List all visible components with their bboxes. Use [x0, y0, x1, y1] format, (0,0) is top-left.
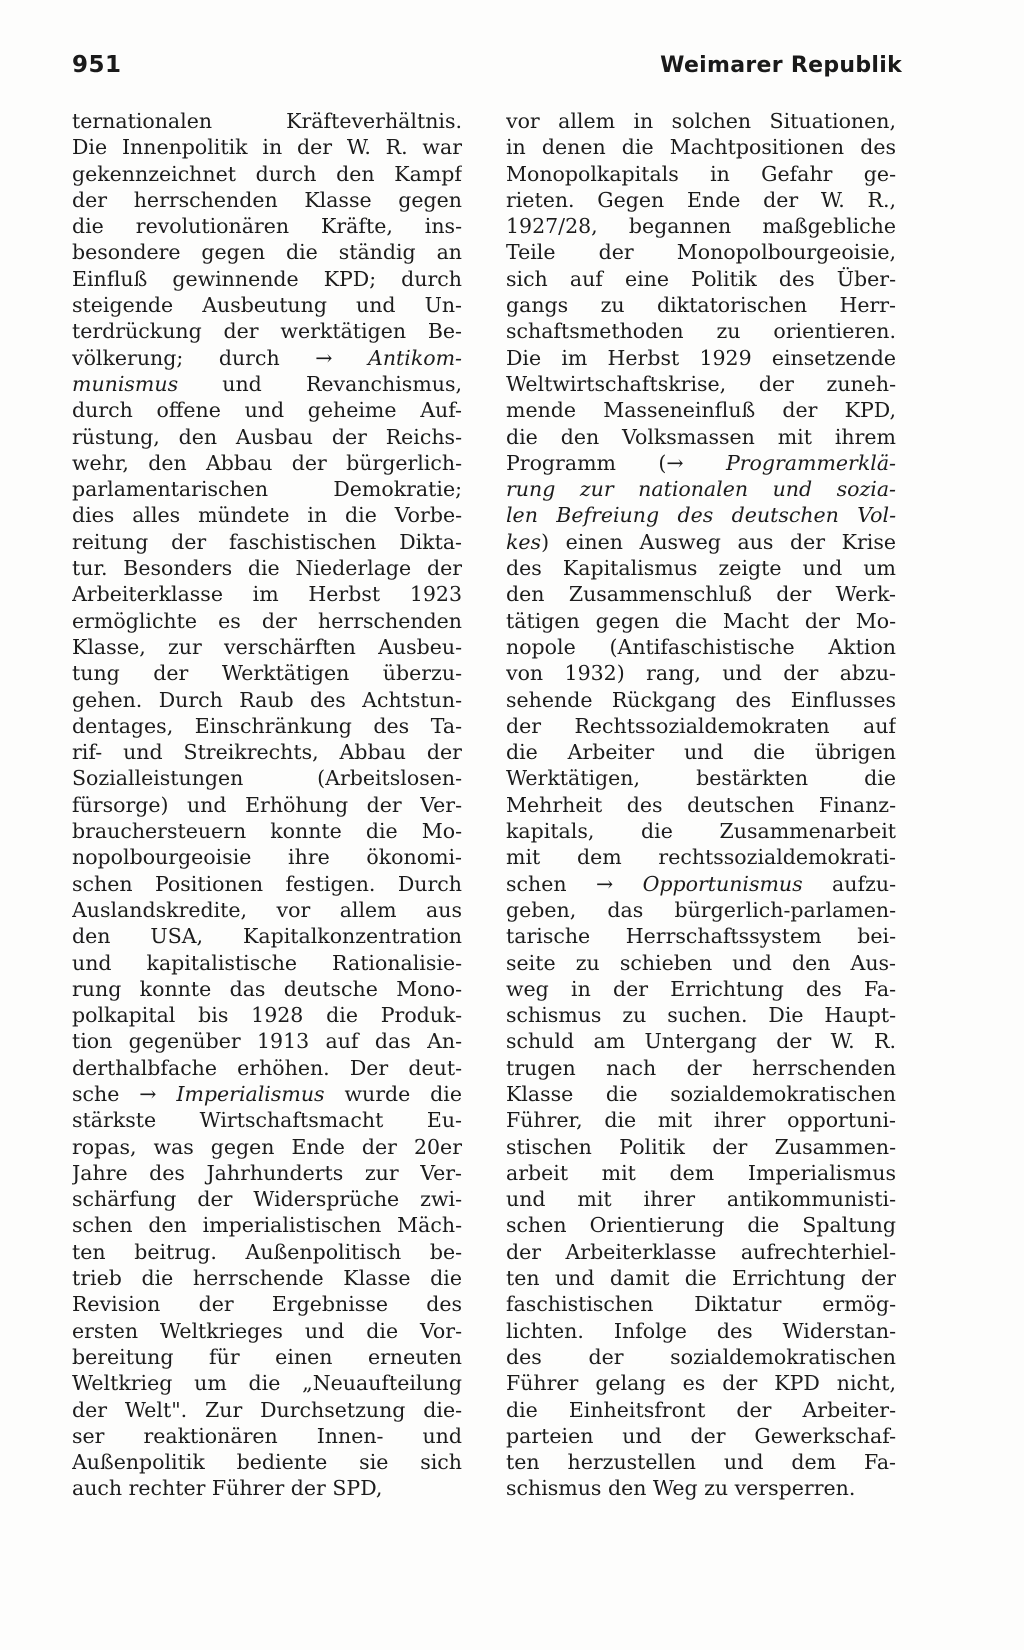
text-line: [72, 476, 462, 502]
text-line: [506, 687, 896, 713]
text-line: [506, 1291, 896, 1317]
text-segment: den USA, Kapitalkonzentration: [72, 924, 462, 949]
text-line: [72, 1291, 462, 1317]
text-line: [72, 1370, 462, 1396]
text-segment: brauchersteuern konnte die Mo-: [72, 819, 462, 844]
text-line: [72, 1449, 462, 1475]
text-segment: parlamentarischen Demokratie;: [72, 477, 462, 502]
text-line: [72, 923, 462, 949]
text-line: [72, 213, 462, 239]
text-segment: rung konnte das deutsche Mono-: [72, 976, 462, 1001]
text-line: [72, 502, 462, 528]
text-segment: Sozialleistungen (Arbeitslosen-: [72, 766, 462, 791]
text-line: [72, 1475, 462, 1501]
text-line: [506, 976, 896, 1002]
text-line: [72, 818, 462, 844]
text-segment: aufzu-: [802, 871, 896, 896]
text-line: [506, 108, 896, 134]
text-segment: Außenpolitik bediente sie sich: [72, 1450, 462, 1475]
text-segment: schen: [506, 871, 596, 896]
text-segment: sehende Rückgang des Einflusses: [506, 687, 896, 712]
text-segment: [684, 451, 726, 475]
text-segment: parteien und der Gewerkschaf-: [506, 1423, 896, 1448]
text-line: [506, 134, 896, 160]
text-segment: schen den imperialistischen Mäch-: [72, 1213, 462, 1238]
text-line: [72, 660, 462, 686]
text-line: [72, 397, 462, 423]
text-line: [72, 292, 462, 318]
text-line: [72, 450, 462, 476]
text-segment: ten und damit die Errichtung der: [506, 1266, 896, 1291]
text-line: [72, 1239, 462, 1265]
text-segment: bereitung für einen erneuten: [72, 1344, 462, 1369]
italic-reference-text: Programmerklä-: [725, 450, 896, 475]
text-line: [506, 660, 896, 686]
text-segment: schen Orientierung die Spaltung: [506, 1213, 896, 1238]
text-segment: schen Positionen festigen. Durch: [72, 871, 462, 896]
text-line: [506, 1475, 896, 1501]
text-line: [72, 529, 462, 555]
text-line: [506, 634, 896, 660]
right-text-column: [506, 108, 896, 1502]
text-segment: [613, 872, 642, 896]
text-segment: den Zusammenschluß der Werk-: [506, 582, 896, 607]
text-line: [506, 739, 896, 765]
text-line: [72, 713, 462, 739]
text-segment: gehen. Durch Raub des Achtstun-: [72, 687, 462, 712]
text-segment: ) einen Ausweg aus der Krise: [541, 529, 896, 554]
text-segment: kapitals, die Zusammenarbeit: [506, 819, 896, 844]
text-segment: steigende Ausbeutung und Un-: [72, 293, 462, 318]
text-line: [72, 581, 462, 607]
cross-reference-arrow-icon: →: [666, 450, 684, 475]
text-segment: lichten. Infolge des Widerstan-: [506, 1318, 896, 1343]
text-line: [72, 634, 462, 660]
text-segment: Teile der Monopolbourgeoisie,: [506, 240, 896, 265]
text-segment: in denen die Machtpositionen des: [506, 135, 896, 160]
page-header: [72, 52, 902, 92]
text-line: [72, 792, 462, 818]
text-segment: vor allem in solchen Situationen,: [506, 109, 896, 133]
text-segment: trieb die herrschende Klasse die: [72, 1266, 462, 1291]
text-segment: schaftsmethoden zu orientieren.: [506, 319, 896, 344]
text-segment: dies alles mündete in die Vorbe-: [72, 503, 462, 528]
text-line: [506, 213, 896, 239]
text-line: [506, 1318, 896, 1344]
text-line: [506, 161, 896, 187]
text-line: [72, 161, 462, 187]
italic-reference-text: len Befreiung des deutschen Vol-: [506, 503, 896, 528]
text-segment: terdrückung der werktätigen Be-: [72, 319, 462, 344]
text-segment: die revolutionären Kräfte, ins-: [72, 214, 462, 239]
text-segment: [156, 1082, 176, 1106]
text-segment: reitung der faschistischen Dikta-: [72, 529, 462, 554]
text-segment: faschistischen Diktatur ermög-: [506, 1292, 896, 1317]
text-segment: mit dem rechtssozialdemokrati-: [506, 845, 896, 870]
text-segment: die Einheitsfront der Arbeiter-: [506, 1397, 896, 1422]
text-line: [506, 1055, 896, 1081]
text-line: [72, 1397, 462, 1423]
text-segment: fürsorge) und Erhöhung der Ver-: [72, 792, 462, 817]
text-segment: mende Masseneinfluß der KPD,: [506, 398, 896, 423]
text-segment: und mit ihrer antikommunisti-: [506, 1187, 896, 1212]
text-segment: die den Volksmassen mit ihrem: [506, 424, 896, 449]
text-line: [72, 555, 462, 581]
text-segment: und kapitalistische Rationalisie-: [72, 950, 462, 975]
text-line: [506, 1107, 896, 1133]
text-segment: sich auf eine Politik des Über-: [506, 266, 896, 291]
text-line: [506, 1397, 896, 1423]
text-line: [506, 450, 896, 476]
text-segment: schärfung der Widersprüche zwi-: [72, 1187, 462, 1212]
text-line: [72, 1055, 462, 1081]
text-line: [506, 765, 896, 791]
text-line: [72, 345, 462, 371]
text-line: [506, 950, 896, 976]
text-line: [72, 371, 462, 397]
text-segment: nopolbourgeoisie ihre ökonomi-: [72, 845, 462, 870]
text-line: [72, 976, 462, 1002]
text-segment: ternationalen Kräfteverhältnis.: [72, 109, 462, 133]
text-segment: 1927/28, begannen maßgebliche: [506, 214, 896, 239]
text-segment: Die im Herbst 1929 einsetzende: [506, 345, 896, 370]
text-segment: völkerung; durch: [72, 345, 316, 370]
text-segment: des der sozialdemokratischen: [506, 1344, 896, 1369]
text-segment: schismus zu suchen. Die Haupt-: [506, 1003, 896, 1028]
text-line: [506, 1186, 896, 1212]
text-line: [72, 1318, 462, 1344]
text-segment: durch offene und geheime Auf-: [72, 398, 462, 423]
text-line: [506, 1239, 896, 1265]
text-segment: stärkste Wirtschaftsmacht Eu-: [72, 1108, 462, 1133]
text-segment: tätigen gegen die Macht der Mo-: [506, 608, 896, 633]
text-segment: ermöglichte es der herrschenden: [72, 608, 462, 633]
text-segment: der Rechtssozialdemokraten auf: [506, 713, 896, 738]
cross-reference-arrow-icon: →: [139, 1081, 157, 1106]
text-segment: der Welt". Zur Durchsetzung die-: [72, 1397, 462, 1422]
text-line: [72, 318, 462, 344]
text-line: [72, 687, 462, 713]
text-segment: trugen nach der herrschenden: [506, 1055, 896, 1080]
text-segment: weg in der Errichtung des Fa-: [506, 976, 896, 1001]
text-line: [72, 950, 462, 976]
text-segment: ser reaktionären Innen- und: [72, 1423, 462, 1448]
text-segment: der herrschenden Klasse gegen: [72, 187, 462, 212]
text-line: [72, 1423, 462, 1449]
text-segment: ropas, was gegen Ende der 20er: [72, 1134, 462, 1159]
text-segment: Führer, die mit ihrer opportuni-: [506, 1108, 896, 1133]
text-line: [72, 1028, 462, 1054]
text-line: [72, 608, 462, 634]
cross-reference-arrow-icon: →: [595, 871, 614, 896]
cross-reference-arrow-icon: →: [315, 345, 333, 370]
text-segment: derthalbfache erhöhen. Der deut-: [72, 1055, 462, 1080]
italic-reference-text: rung zur nationalen und sozia-: [506, 477, 896, 502]
left-text-column: [72, 108, 462, 1502]
text-segment: auch rechter Führer der SPD,: [72, 1476, 383, 1501]
text-line: [506, 1134, 896, 1160]
text-segment: Einfluß gewinnende KPD; durch: [72, 266, 462, 291]
text-segment: tarische Herrschaftssystem bei-: [506, 924, 896, 949]
text-segment: Jahre des Jahrhunderts zur Ver-: [72, 1160, 462, 1185]
text-segment: die Arbeiter und die übrigen: [506, 740, 896, 765]
text-segment: ten herzustellen und dem Fa-: [506, 1450, 896, 1475]
text-segment: gekennzeichnet durch den Kampf: [72, 161, 462, 186]
text-line: [506, 1423, 896, 1449]
text-segment: [332, 346, 368, 370]
text-segment: tur. Besonders die Niederlage der: [72, 556, 462, 581]
text-line: [506, 818, 896, 844]
text-line: [506, 871, 896, 897]
text-line: [506, 397, 896, 423]
text-segment: stischen Politik der Zusammen-: [506, 1134, 896, 1159]
text-line: [506, 713, 896, 739]
text-line: [72, 1265, 462, 1291]
text-segment: Führer gelang es der KPD nicht,: [506, 1371, 896, 1396]
text-segment: schismus den Weg zu versperren.: [506, 1476, 856, 1501]
page-number: 951: [72, 52, 122, 78]
text-segment: polkapital bis 1928 die Produk-: [72, 1003, 462, 1028]
text-segment: rif- und Streikrechts, Abbau der: [72, 740, 462, 765]
text-line: [72, 1134, 462, 1160]
text-line: [72, 1212, 462, 1238]
text-line: [506, 529, 896, 555]
text-segment: von 1932) rang, und der abzu-: [506, 661, 896, 686]
text-line: [506, 897, 896, 923]
text-segment: Klasse, zur verschärften Ausbeu-: [72, 634, 462, 659]
text-segment: seite zu schieben und den Aus-: [506, 950, 896, 975]
text-line: [506, 792, 896, 818]
text-line: [506, 424, 896, 450]
text-line: [72, 187, 462, 213]
text-line: [72, 897, 462, 923]
text-line: [506, 1449, 896, 1475]
text-segment: Mehrheit des deutschen Finanz-: [506, 792, 896, 817]
italic-reference-text: kes: [506, 529, 542, 554]
text-segment: wehr, den Abbau der bürgerlich-: [72, 450, 462, 475]
text-line: [72, 765, 462, 791]
text-line: [506, 1344, 896, 1370]
text-line: [506, 371, 896, 397]
text-segment: Auslandskredite, vor allem aus: [72, 897, 462, 922]
text-line: [72, 108, 462, 134]
text-segment: Weltkrieg um die „Neuaufteilung: [72, 1371, 462, 1396]
text-segment: gangs zu diktatorischen Herr-: [506, 293, 896, 318]
text-segment: ersten Weltkrieges und die Vor-: [72, 1318, 462, 1343]
text-segment: tung der Werktätigen überzu-: [72, 661, 462, 686]
text-line: [72, 1081, 462, 1107]
text-line: [506, 608, 896, 634]
text-segment: ten beitrug. Außenpolitisch be-: [72, 1239, 462, 1264]
text-line: [72, 1002, 462, 1028]
text-line: [72, 844, 462, 870]
text-line: [72, 424, 462, 450]
text-line: [506, 555, 896, 581]
text-segment: geben, das bürgerlich-parlamen-: [506, 897, 896, 922]
text-segment: Klasse die sozialdemokratischen: [506, 1081, 896, 1106]
text-line: [506, 239, 896, 265]
text-line: [72, 1107, 462, 1133]
text-segment: arbeit mit dem Imperialismus: [506, 1160, 896, 1185]
italic-reference-text: Imperialismus: [176, 1081, 325, 1106]
text-segment: dentages, Einschränkung des Ta-: [72, 713, 462, 738]
text-segment: Werktätigen, bestärkten die: [506, 766, 896, 791]
text-line: [506, 476, 896, 502]
text-line: [72, 134, 462, 160]
text-line: [506, 1002, 896, 1028]
text-segment: Revision der Ergebnisse des: [72, 1292, 462, 1317]
text-segment: wurde die: [324, 1081, 462, 1106]
text-line: [506, 345, 896, 371]
text-line: [72, 871, 462, 897]
text-line: [506, 1265, 896, 1291]
text-segment: Weltwirtschaftskrise, der zuneh-: [506, 371, 896, 396]
text-line: [506, 923, 896, 949]
text-line: [72, 239, 462, 265]
text-segment: sche: [72, 1081, 140, 1106]
text-line: [506, 1370, 896, 1396]
italic-reference-text: Antikom-: [368, 345, 462, 370]
text-segment: Die Innenpolitik in der W. R. war: [72, 135, 462, 160]
text-line: [72, 1344, 462, 1370]
text-segment: besondere gegen die ständig an: [72, 240, 462, 265]
text-line: [72, 1186, 462, 1212]
text-segment: nopole (Antifaschistische Aktion: [506, 634, 896, 659]
text-line: [72, 1160, 462, 1186]
text-line: [72, 266, 462, 292]
text-line: [506, 1160, 896, 1186]
text-segment: der Arbeiterklasse aufrechterhiel-: [506, 1239, 896, 1264]
text-line: [506, 318, 896, 344]
text-segment: Arbeiterklasse im Herbst 1923: [72, 582, 462, 607]
text-line: [72, 739, 462, 765]
text-segment: rüstung, den Ausbau der Reichs-: [72, 424, 462, 449]
text-line: [506, 581, 896, 607]
running-title: Weimarer Republik: [660, 53, 902, 78]
text-line: [506, 1028, 896, 1054]
text-segment: des Kapitalismus zeigte und um: [506, 556, 896, 581]
text-line: [506, 1212, 896, 1238]
text-segment: Monopolkapitals in Gefahr ge-: [506, 161, 896, 186]
text-segment: schuld am Untergang der W. R.: [506, 1029, 896, 1054]
text-line: [506, 266, 896, 292]
italic-reference-text: munismus: [72, 371, 179, 396]
text-segment: tion gegenüber 1913 auf das An-: [72, 1029, 462, 1054]
text-line: [506, 187, 896, 213]
text-segment: Programm (: [506, 450, 667, 475]
text-line: [506, 1081, 896, 1107]
text-segment: und Revanchismus,: [178, 371, 462, 396]
text-line: [506, 292, 896, 318]
text-line: [506, 844, 896, 870]
text-segment: rieten. Gegen Ende der W. R.,: [506, 187, 896, 212]
italic-reference-text: Opportunismus: [642, 871, 803, 896]
text-line: [506, 502, 896, 528]
